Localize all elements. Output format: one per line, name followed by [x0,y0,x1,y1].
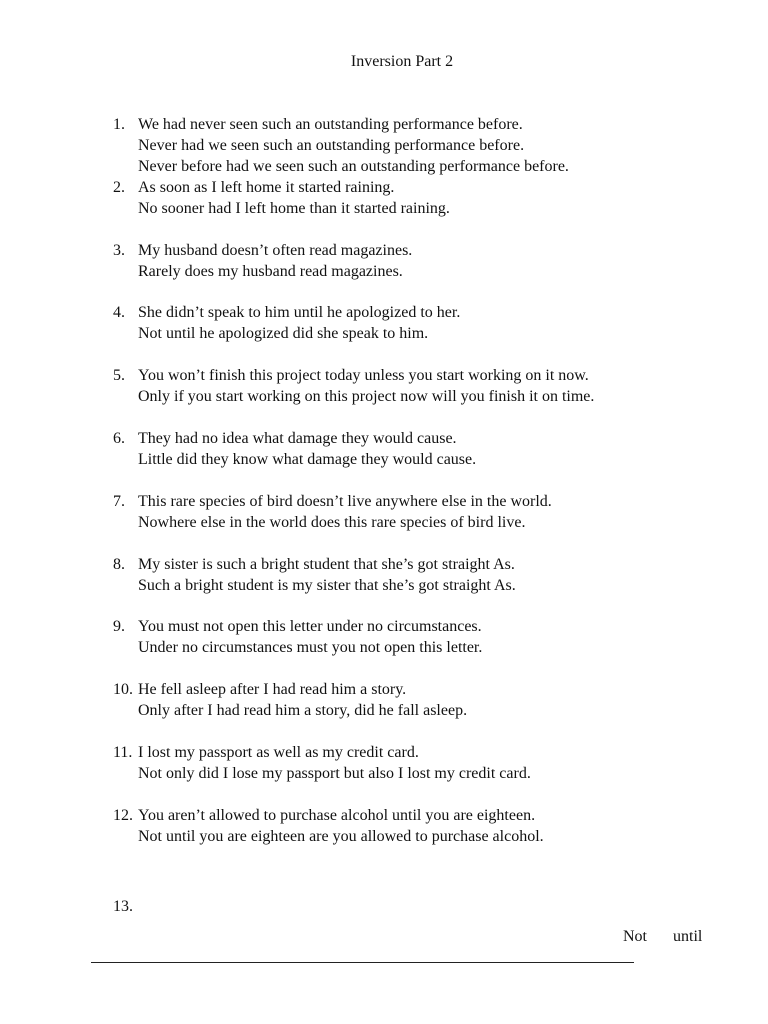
inverted-sentence: Only if you start working on this project now will you finish it on time. [138,388,595,406]
hint-word-until: until [673,928,703,945]
item-number: 3. [113,241,125,259]
item-number: 12. [113,806,133,824]
inverted-sentence: No sooner had I left home than it started raining. [138,199,450,217]
inverted-sentence: Never had we seen such an outstanding performance before. [138,137,525,154]
list-item [113,428,733,491]
answer-line [91,962,634,963]
original-sentence: You won’t finish this project today unless you start working on it now. [138,367,589,385]
list-item [113,114,733,177]
original-sentence: I lost my passport as well as my credit card. [138,743,419,761]
page-title: Inversion Part 2 [350,53,454,70]
inverted-sentence: Rarely does my husband read magazines. [138,262,403,280]
item-number: 10. [113,681,133,699]
inverted-sentence: Not until you are eighteen are you allowed to purchase alcohol. [138,827,544,845]
original-sentence: They had no idea what damage they would cause. [138,429,457,447]
item-number: 1. [113,116,125,133]
list-item [113,554,733,617]
list-item [113,177,733,240]
original-sentence: You aren’t allowed to purchase alcohol until you are eighteen. [138,806,536,824]
list-item [113,616,733,679]
inverted-sentence: Only after I had read him a story, did he fall asleep. [138,702,468,720]
original-sentence: This rare species of bird doesn’t live anywhere else in the world. [138,492,552,510]
original-sentence: She didn’t speak to him until he apologized to her. [138,304,461,322]
item-number: 9. [113,618,125,636]
inverted-sentence: Such a bright student is my sister that she’s got straight As. [138,576,516,594]
list-item [113,302,733,365]
original-sentence: My husband doesn’t often read magazines. [138,241,413,259]
original-sentence: As soon as I left home it started raining. [138,178,395,196]
item-number: 5. [113,367,125,385]
item-number: 11. [113,743,133,761]
exercise-list [113,114,733,868]
hint-word-not: Not [623,928,647,945]
original-sentence: You must not open this letter under no circumstances. [138,618,482,636]
inverted-sentence-alt: Never before had we seen such an outstanding performance before. [138,158,569,175]
hint-words [623,926,702,947]
original-sentence: He fell asleep after I had read him a story. [138,681,407,699]
inverted-sentence: Under no circumstances must you not open this letter. [138,639,483,657]
item-number: 7. [113,492,125,510]
list-item [113,240,733,303]
inverted-sentence: Not only did I lose my passport but also I lost my credit card. [138,764,531,782]
item-number: 4. [113,304,125,322]
list-item [113,805,733,868]
list-item [113,365,733,428]
original-sentence: We had never seen such an outstanding performance before. [138,116,523,133]
original-sentence: My sister is such a bright student that she’s got straight As. [138,555,515,573]
item-number: 6. [113,429,125,447]
list-item [113,742,733,805]
inverted-sentence: Nowhere else in the world does this rare species of bird live. [138,513,526,531]
item-number: 2. [113,178,125,196]
item-number: 8. [113,555,125,573]
inverted-sentence: Little did they know what damage they would cause. [138,450,477,468]
inverted-sentence: Not until he apologized did she speak to him. [138,325,429,343]
list-item [113,679,733,742]
item-13-number: 13. [113,898,133,915]
list-item [113,491,733,554]
